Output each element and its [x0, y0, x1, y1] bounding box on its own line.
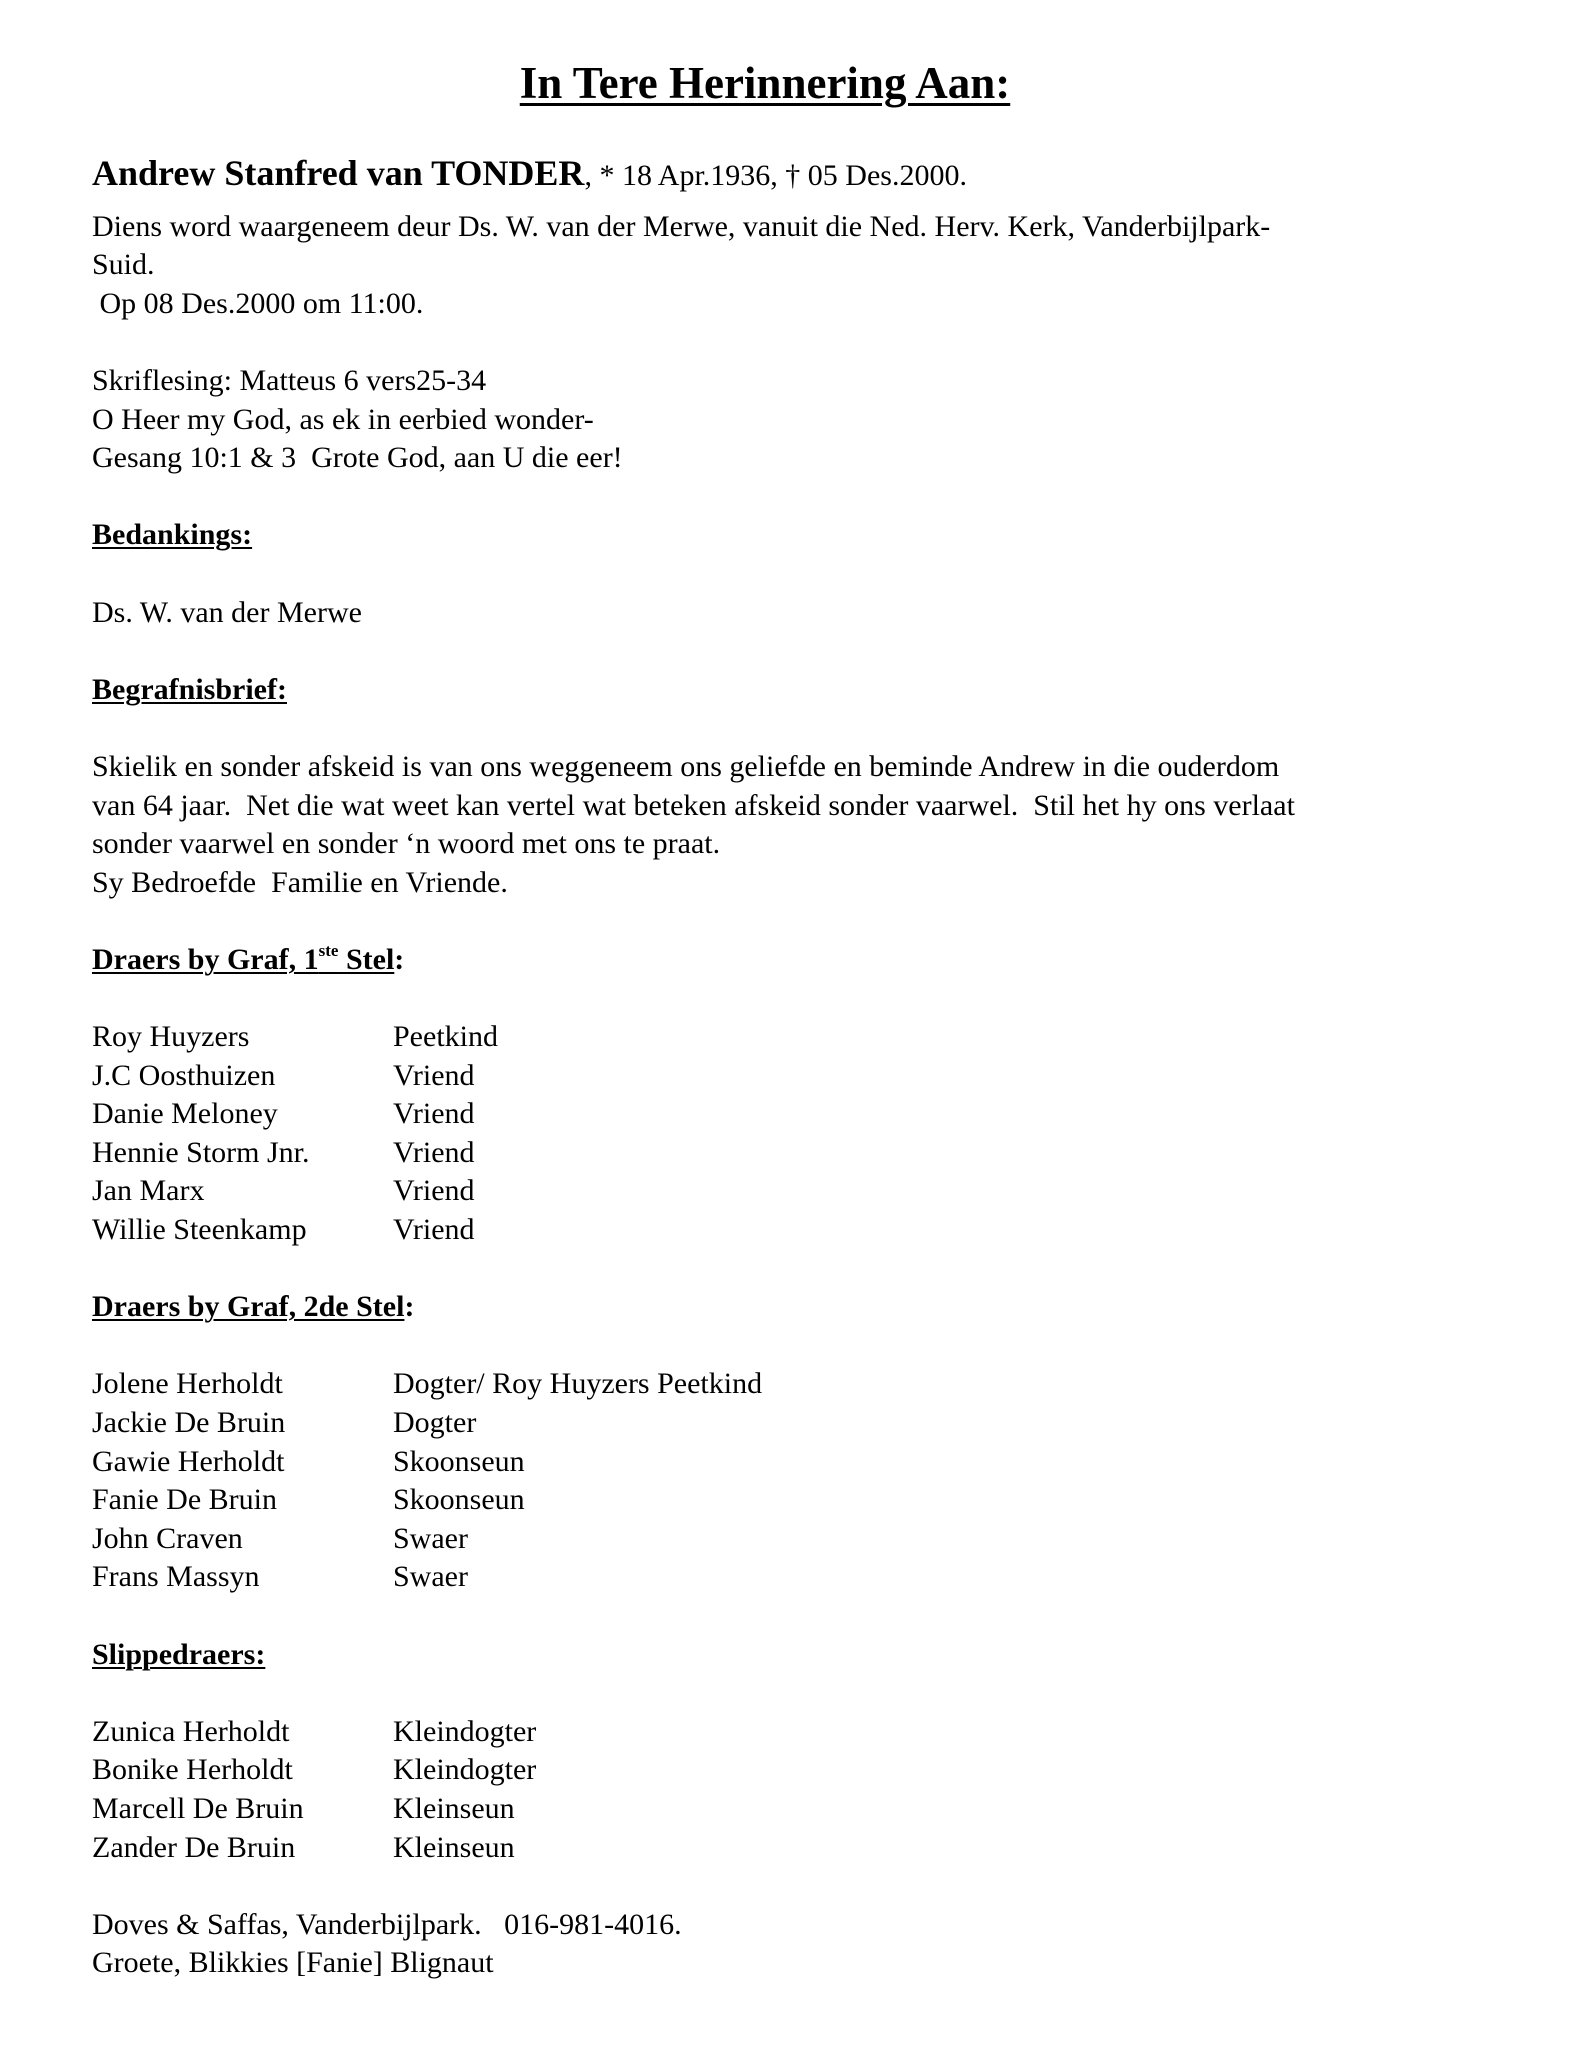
list-item — [92, 1481, 1472, 1520]
list-item — [92, 1095, 1472, 1134]
page-title: In Tere Herinnering Aan: — [519, 58, 1011, 108]
bearer-relation: Skoonseun — [393, 1444, 525, 1478]
list-item — [92, 1211, 1472, 1250]
pallbearer-name: Bonike Herholdt — [92, 1753, 293, 1787]
deceased-line — [92, 154, 1472, 196]
letter-line-1: Skielik en sonder afskeid is van ons weggeneem ons geliefde en beminde Andrew in die ouderdom — [92, 749, 1280, 783]
bearers1-list — [92, 1018, 1472, 1250]
pallbearers-heading: Slippedraers: — [92, 1637, 266, 1671]
bearer-relation: Dogter/ Roy Huyzers Peetkind — [393, 1367, 763, 1401]
pallbearers-list — [92, 1713, 1472, 1867]
list-item — [92, 1829, 1472, 1868]
spacer — [92, 1597, 1472, 1636]
spacer — [92, 478, 1472, 517]
spacer — [92, 632, 1472, 671]
list-item — [92, 1404, 1472, 1443]
service-line-1: Diens word waargeneem deur Ds. W. van der Merwe, vanuit die Ned. Herv. Kerk, Vanderbijlpark- — [92, 209, 1271, 243]
spacer — [92, 979, 1472, 1018]
list-item — [92, 1172, 1472, 1211]
letter-line-2: van 64 jaar. Net die wat weet kan vertel wat beteken afskeid sonder vaarwel. Stil het hy ons verlaat — [92, 788, 1295, 822]
bearer-name: Hennie Storm Jnr. — [92, 1135, 310, 1169]
bearer-relation: Swaer — [393, 1521, 468, 1555]
bearers2-heading-line — [92, 1288, 1472, 1327]
deceased-dates: , * 18 Apr.1936, † 05 Des.2000. — [584, 159, 967, 192]
reading-line-1: Skriflesing: Matteus 6 vers25-34 — [92, 363, 487, 397]
pallbearer-relation: Kleinseun — [393, 1791, 515, 1825]
list-item — [92, 1365, 1472, 1404]
bearer-relation: Swaer — [393, 1560, 468, 1594]
pallbearer-name: Zunica Herholdt — [92, 1714, 290, 1748]
list-item — [92, 1558, 1472, 1597]
bearer-name: Jan Marx — [92, 1174, 205, 1208]
bearer-relation: Vriend — [393, 1174, 475, 1208]
thanks-heading-line — [92, 516, 1472, 555]
bearer-relation: Vriend — [393, 1213, 475, 1247]
list-item — [92, 1057, 1472, 1096]
spacer — [92, 323, 1472, 362]
spacer — [92, 902, 1472, 941]
list-item — [92, 1790, 1472, 1829]
bearer-relation: Skoonseun — [393, 1483, 525, 1517]
pallbearers-heading-line — [92, 1636, 1472, 1675]
bearer-relation: Dogter — [393, 1406, 477, 1439]
spacer — [92, 1250, 1472, 1289]
bearer-name: J.C Oosthuizen — [92, 1058, 276, 1092]
letter-heading-line — [92, 671, 1472, 710]
spacer — [92, 1867, 1472, 1906]
footer-line-1: Doves & Saffas, Vanderbijlpark. 016-981-4016. — [92, 1907, 682, 1941]
letter-line-4: Sy Bedroefde Familie en Vriende. — [92, 865, 508, 899]
bearers1-heading-line — [92, 941, 1472, 980]
bearers2-list — [92, 1365, 1472, 1597]
letter-line-3: sonder vaarwel en sonder ‘n woord met ons te praat. — [92, 827, 721, 861]
bearer-name: Jackie De Bruin — [92, 1406, 286, 1439]
document-body — [92, 154, 1472, 1983]
list-item — [92, 1443, 1472, 1482]
thanks-heading: Bedankings: — [92, 518, 253, 552]
bearer-relation: Vriend — [393, 1135, 475, 1169]
bearer-relation: Peetkind — [393, 1020, 498, 1054]
bearer-name: Willie Steenkamp — [92, 1213, 307, 1247]
list-item — [92, 1018, 1472, 1057]
pallbearer-name: Marcell De Bruin — [92, 1791, 304, 1825]
list-item — [92, 1713, 1472, 1752]
spacer — [92, 555, 1472, 594]
bearers2-heading: Draers by Graf, 2de Stel: — [92, 1290, 415, 1324]
list-item — [92, 1520, 1472, 1559]
bearer-name: John Craven — [92, 1521, 243, 1555]
footer-line-2: Groete, Blikkies [Fanie] Blignaut — [92, 1946, 494, 1980]
bearer-name: Danie Meloney — [92, 1097, 278, 1131]
list-item — [92, 1134, 1472, 1173]
spacer — [92, 709, 1472, 748]
bearer-name: Jolene Herholdt — [92, 1367, 283, 1401]
spacer — [92, 1327, 1472, 1366]
pallbearer-relation: Kleinseun — [393, 1830, 515, 1864]
service-line-2: Suid. — [92, 248, 155, 282]
bearer-name: Fanie De Bruin — [92, 1483, 277, 1517]
pallbearer-relation: Kleindogter — [393, 1753, 537, 1787]
list-item — [92, 1751, 1472, 1790]
pallbearer-relation: Kleindogter — [393, 1714, 537, 1748]
reading-line-3: Gesang 10:1 & 3 Grote God, aan U die eer! — [92, 441, 623, 475]
bearer-name: Frans Massyn — [92, 1560, 260, 1594]
reading-line-2: O Heer my God, as ek in eerbied wonder- — [92, 402, 594, 436]
bearer-relation: Vriend — [393, 1058, 475, 1092]
service-line-3: Op 08 Des.2000 om 11:00. — [92, 286, 424, 320]
thanks-text: Ds. W. van der Merwe — [92, 595, 362, 629]
bearers1-heading: Draers by Graf, 1ste Stel: — [92, 940, 405, 976]
pallbearer-name: Zander De Bruin — [92, 1830, 296, 1864]
letter-heading: Begrafnisbrief: — [92, 672, 287, 706]
bearer-name: Gawie Herholdt — [92, 1444, 285, 1478]
bearer-relation: Vriend — [393, 1097, 475, 1131]
bearer-name: Roy Huyzers — [92, 1020, 250, 1054]
deceased-name: Andrew Stanfred van TONDER — [92, 153, 585, 193]
spacer — [92, 1674, 1472, 1713]
